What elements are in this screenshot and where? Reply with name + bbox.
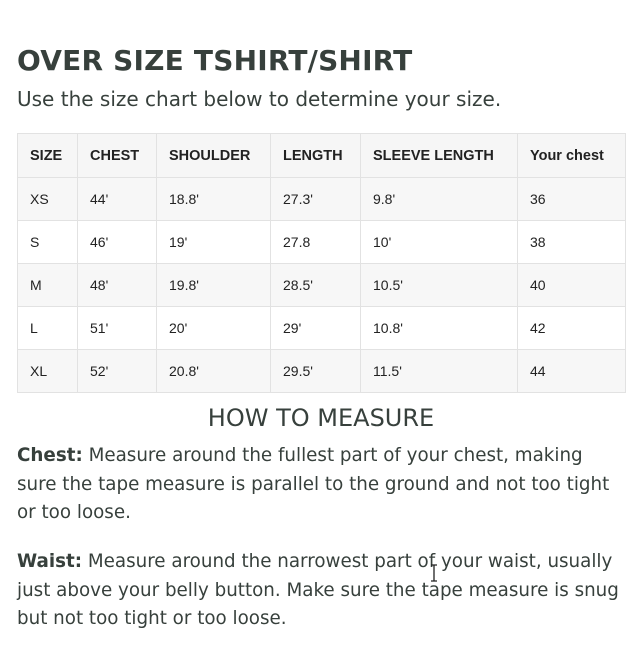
table-row bbox=[18, 350, 626, 393]
table-cell: XL bbox=[18, 350, 78, 393]
table-cell: 29.5' bbox=[271, 350, 361, 393]
how-to-measure-heading: HOW TO MEASURE bbox=[207, 404, 435, 432]
waist-text: Measure around the narrowest part of your waist, usually just above your belly button. Make sure the tape measure is snug but not too tight or too loose. bbox=[17, 551, 619, 629]
table-cell: 51' bbox=[78, 307, 157, 350]
table-cell: S bbox=[18, 221, 78, 264]
table-cell: 40 bbox=[518, 264, 626, 307]
table-header-row bbox=[18, 134, 626, 178]
column-header-length: LENGTH bbox=[271, 134, 361, 178]
table-cell: 52' bbox=[78, 350, 157, 393]
column-header-shoulder: SHOULDER bbox=[157, 134, 271, 178]
page-title: OVER SIZE TSHIRT/SHIRT bbox=[17, 44, 413, 77]
table-cell: L bbox=[18, 307, 78, 350]
table-cell: 10' bbox=[361, 221, 518, 264]
table-cell: 19.8' bbox=[157, 264, 271, 307]
table-cell: 27.3' bbox=[271, 178, 361, 221]
table-cell: 18.8' bbox=[157, 178, 271, 221]
table-cell: 19' bbox=[157, 221, 271, 264]
text-cursor-icon bbox=[429, 564, 439, 582]
table-cell: 38 bbox=[518, 221, 626, 264]
table-cell: 36 bbox=[518, 178, 626, 221]
chest-label: Chest: bbox=[17, 445, 83, 466]
table-cell: 20' bbox=[157, 307, 271, 350]
table-cell: 29' bbox=[271, 307, 361, 350]
chest-text: Measure around the fullest part of your chest, making sure the tape measure is parallel to the ground and not too tight or too loose. bbox=[17, 445, 610, 523]
table-row bbox=[18, 221, 626, 264]
table-cell: 27.8 bbox=[271, 221, 361, 264]
table-cell: 44 bbox=[518, 350, 626, 393]
table-row bbox=[18, 178, 626, 221]
table-cell: 20.8' bbox=[157, 350, 271, 393]
waist-label: Waist: bbox=[17, 551, 83, 572]
table-row bbox=[18, 307, 626, 350]
table-cell: 28.5' bbox=[271, 264, 361, 307]
column-header-sleeve-length: SLEEVE LENGTH bbox=[361, 134, 518, 178]
table-cell: 44' bbox=[78, 178, 157, 221]
size-table bbox=[17, 133, 626, 393]
table-cell: XS bbox=[18, 178, 78, 221]
column-header-chest: CHEST bbox=[78, 134, 157, 178]
table-row bbox=[18, 264, 626, 307]
table-cell: 10.5' bbox=[361, 264, 518, 307]
table-cell: 46' bbox=[78, 221, 157, 264]
table-cell: 48' bbox=[78, 264, 157, 307]
column-header-your-chest: Your chest bbox=[518, 134, 626, 178]
table-cell: 9.8' bbox=[361, 178, 518, 221]
chest-instructions bbox=[17, 442, 625, 528]
table-cell: M bbox=[18, 264, 78, 307]
page-subtitle: Use the size chart below to determine your size. bbox=[17, 87, 502, 111]
column-header-size: SIZE bbox=[18, 134, 78, 178]
table-cell: 11.5' bbox=[361, 350, 518, 393]
table-cell: 10.8' bbox=[361, 307, 518, 350]
table-cell: 42 bbox=[518, 307, 626, 350]
waist-instructions bbox=[17, 548, 625, 634]
